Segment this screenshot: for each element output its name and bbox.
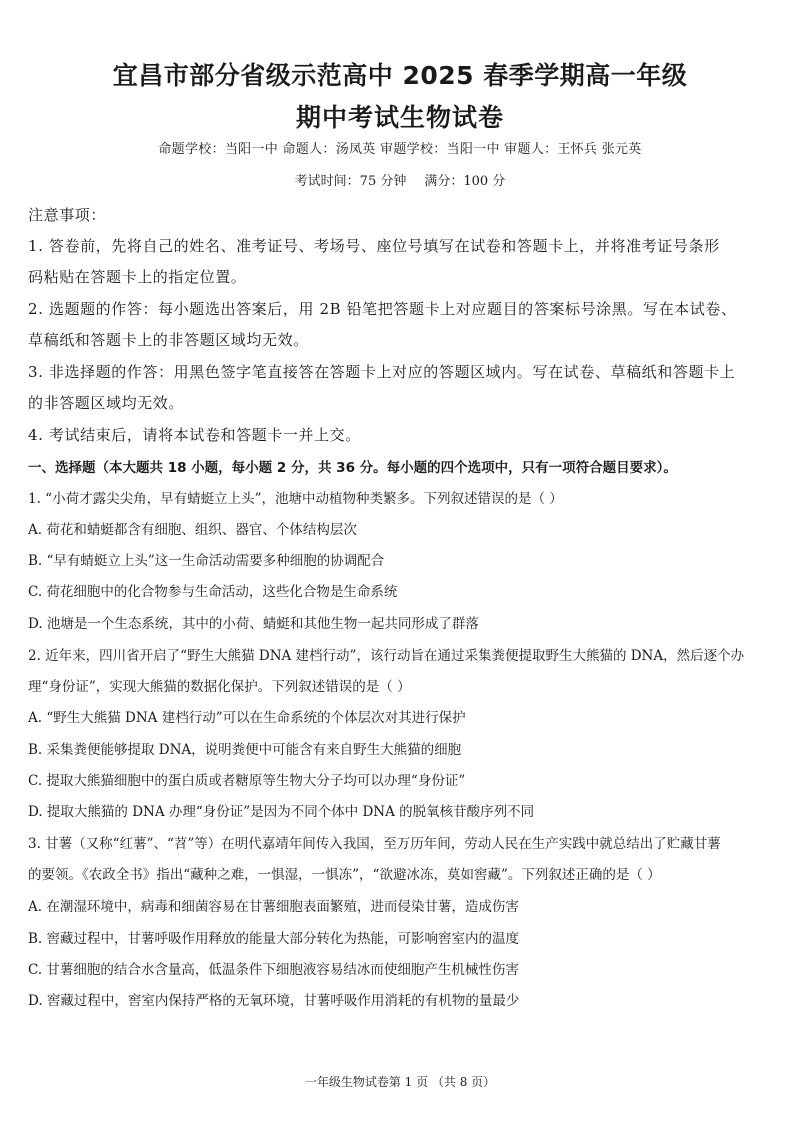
question-1-option-d: D. 池塘是一个生态系统，其中的小荷、蜻蜓和其他生物一起共同形成了群落 xyxy=(28,616,479,632)
exam-score: 满分：100 分 xyxy=(424,174,506,189)
question-3-stem-line1: 3. 甘薯（又称“红薯”、“苕”等）在明代嘉靖年间传入我国，至万历年间，劳动人民在生产实践中就总结出了贮藏甘薯 xyxy=(28,836,721,852)
question-1-option-b: B. “早有蜻蜓立上头”这一生命活动需要多种细胞的协调配合 xyxy=(28,553,385,569)
note-1-line1: 1. 答卷前，先将自己的姓名、准考证号、考场号、座位号填写在试卷和答题卡上，并将准考证号条形 xyxy=(28,237,720,255)
question-2-option-c: C. 提取大熊猫细胞中的蛋白质或者糖原等生物大分子均可以办理“身份证” xyxy=(28,773,466,789)
section-heading: 一、选择题（本大题共 18 小题，每小题 2 分，共 36 分。每小题的四个选项中，只有一项符合题目要求）。 xyxy=(28,460,677,476)
note-2-line1: 2. 选题题的作答：每小题选出答案后，用 2B 铅笔把答题卡上对应题目的答案标号涂黑。写在本试卷、 xyxy=(28,300,737,318)
question-3-option-a: A. 在潮湿环境中，病毒和细菌容易在甘薯细胞表面繁殖，进而侵染甘薯，造成伤害 xyxy=(28,899,519,915)
note-3-line1: 3. 非选择题的作答：用黑色签字笔直接答在答题卡上对应的答题区域内。写在试卷、草稿纸和答题卡上 xyxy=(28,363,736,381)
note-4: 4. 考试结束后，请将本试卷和答题卡一并上交。 xyxy=(28,426,361,444)
author-info: 命题学校：当阳一中 命题人：汤凤英 审题学校：当阳一中 审题人：王怀兵 张元英 xyxy=(158,142,642,157)
exam-time-score xyxy=(0,170,800,189)
question-3-option-d: D. 窖藏过程中，窖室内保持严格的无氧环境，甘薯呼吸作用消耗的有机物的量最少 xyxy=(28,993,520,1009)
note-3-line2: 的非答题区域均无效。 xyxy=(28,394,185,412)
question-3-stem-line2: 的要领。《农政全书》指出“藏种之难，一惧湿，一惧冻”，“欲避冰冻，莫如窖藏”。下列叙述正确的是（ ） xyxy=(28,867,661,883)
question-1-stem: 1. “小荷才露尖尖角，早有蜻蜓立上头”，池塘中动植物种类繁多。下列叙述错误的是（ ） xyxy=(28,491,563,507)
question-3-option-b: B. 窖藏过程中，甘薯呼吸作用释放的能量大部分转化为热能，可影响窖室内的温度 xyxy=(28,931,520,947)
question-1-option-c: C. 荷花细胞中的化合物参与生命活动，这些化合物是生命系统 xyxy=(28,584,398,600)
exam-title-line1: 宜昌市部分省级示范高中 2025 春季学期高一年级 xyxy=(112,61,688,90)
note-2-line2: 草稿纸和答题卡上的非答题区域均无效。 xyxy=(28,331,309,349)
note-1-line2: 码粘贴在答题卡上的指定位置。 xyxy=(28,268,247,286)
exam-title-line2: 期中考试生物试卷 xyxy=(295,103,504,132)
page-footer: 一年级生物试卷第 1 页 （共 8 页） xyxy=(304,1075,496,1089)
question-2-stem-line2: 理“身份证”，实现大熊猫的数据化保护。下列叙述错误的是（ ） xyxy=(28,679,411,695)
question-2-option-d: D. 提取大熊猫的 DNA 办理“身份证”是因为不同个体中 DNA 的脱氧核苷酸序列不同 xyxy=(28,804,535,820)
question-1-option-a: A. 荷花和蜻蜓都含有细胞、组织、器官、个体结构层次 xyxy=(28,522,357,538)
notes-heading: 注意事项： xyxy=(28,206,107,224)
exam-time: 考试时间：75 分钟 xyxy=(294,174,407,189)
question-2-option-a: A. “野生大熊猫 DNA 建档行动”可以在生命系统的个体层次对其进行保护 xyxy=(28,710,466,726)
question-2-option-b: B. 采集粪便能够提取 DNA，说明粪便中可能含有来自野生大熊猫的细胞 xyxy=(28,742,462,758)
question-3-option-c: C. 甘薯细胞的结合水含量高，低温条件下细胞液容易结冰而使细胞产生机械性伤害 xyxy=(28,962,519,978)
question-2-stem-line1: 2. 近年来，四川省开启了“野生大熊猫 DNA 建档行动”，该行动旨在通过采集粪便提取野生大熊猫的 DNA，然后逐个办 xyxy=(28,648,745,664)
